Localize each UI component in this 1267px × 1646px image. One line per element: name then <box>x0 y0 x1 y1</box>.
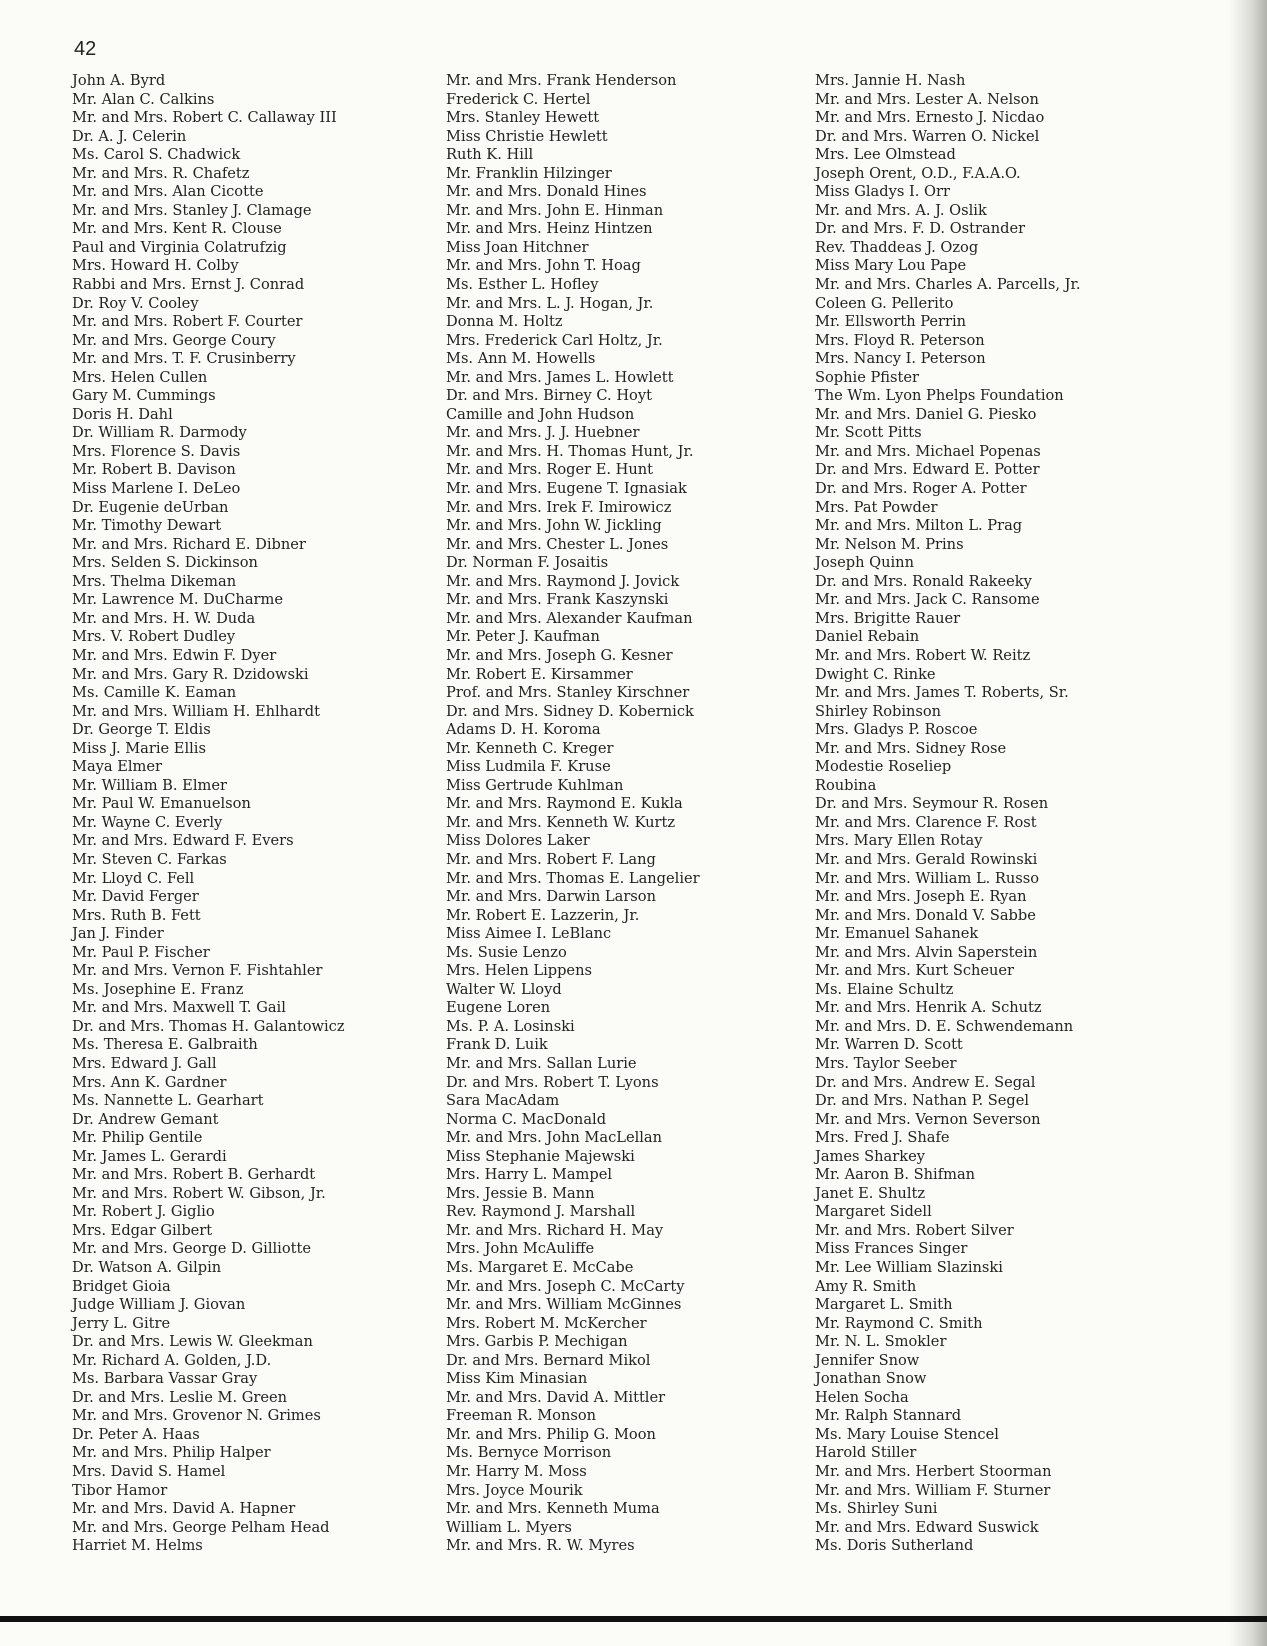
donor-name: Dr. and Mrs. Warren O. Nickel <box>815 127 1040 145</box>
donor-name: Coleen G. Pellerito <box>815 294 954 312</box>
donor-name: Donna M. Holtz <box>446 313 563 331</box>
donor-name: Dr. Eugenie deUrban <box>72 498 229 516</box>
donor-name: Mr. and Mrs. Richard E. Dibner <box>72 535 306 553</box>
donor-name: Miss Gladys I. Orr <box>815 183 950 201</box>
donor-name: Frederick C. Hertel <box>446 90 591 108</box>
donor-name: Miss Marlene I. DeLeo <box>72 480 241 498</box>
donor-name: Mr. Nelson M. Prins <box>815 535 964 553</box>
donor-name: Ms. Mary Louise Stencel <box>815 1425 999 1443</box>
donor-name: Mrs. John McAuliffe <box>446 1240 595 1258</box>
donor-name: Mrs. Ann K. Gardner <box>72 1073 227 1091</box>
donor-name: Mrs. David S. Hamel <box>72 1463 226 1481</box>
donor-name: Mr. Warren D. Scott <box>815 1036 963 1054</box>
donor-name: Norma C. MacDonald <box>446 1110 607 1128</box>
donor-name: Mr. and Mrs. Clarence F. Rost <box>815 813 1037 831</box>
donor-name: Mr. and Mrs. George Coury <box>72 331 276 349</box>
donor-name: Mr. and Mrs. H. Thomas Hunt, Jr. <box>446 442 694 460</box>
donor-name: Mr. Ellsworth Perrin <box>815 313 967 331</box>
donor-name: Mrs. Jannie H. Nash <box>815 72 966 89</box>
donor-name: Mr. Robert E. Lazzerin, Jr. <box>446 906 640 924</box>
donor-name: Dr. and Mrs. Seymour R. Rosen <box>815 795 1049 813</box>
donor-name: Dr. and Mrs. F. D. Ostrander <box>815 220 1026 238</box>
donor-name: Sara MacAdam <box>446 1092 560 1110</box>
donor-name: Mr. Harry M. Moss <box>446 1463 587 1481</box>
donor-name: Mr. and Mrs. John T. Hoag <box>446 257 641 275</box>
donor-name: Mrs. Lee Olmstead <box>815 146 956 164</box>
donor-name: Jonathan Snow <box>815 1370 927 1388</box>
donor-name: Dr. and Mrs. Birney C. Hoyt <box>446 387 652 405</box>
donor-name: Mr. and Mrs. Grovenor N. Grimes <box>72 1407 321 1425</box>
donor-name: Ruth K. Hill <box>446 146 534 164</box>
donor-name: Prof. and Mrs. Stanley Kirschner <box>446 684 690 702</box>
donor-name: Mr. and Mrs. Joseph G. Kesner <box>446 646 673 664</box>
donor-name: Mr. Aaron B. Shifman <box>815 1166 976 1184</box>
page-edge-shadow <box>1229 0 1267 1646</box>
donor-name: Miss J. Marie Ellis <box>72 739 206 757</box>
donor-name: Rev. Thaddeas J. Ozog <box>815 238 979 256</box>
donor-name: Mr. and Mrs. R. Chafetz <box>72 164 250 182</box>
donor-name: Gary M. Cummings <box>72 387 216 405</box>
donor-name: Mr. and Mrs. R. W. Myres <box>446 1537 635 1555</box>
donor-name: Ms. Margaret E. McCabe <box>446 1259 634 1276</box>
donor-name: Mr. Lee William Slazinski <box>815 1259 1003 1276</box>
donor-name: Mrs. Helen Cullen <box>72 368 208 386</box>
donor-name: Mr. and Mrs. Robert W. Gibson, Jr. <box>72 1184 326 1202</box>
donor-name: Mr. Robert E. Kirsammer <box>446 665 633 683</box>
donor-name: Mrs. V. Robert Dudley <box>72 628 236 646</box>
donor-name: Dr. William R. Darmody <box>72 424 247 442</box>
donor-name: Dr. and Mrs. Sidney D. Kobernick <box>446 702 694 720</box>
donor-name: Miss Aimee I. LeBlanc <box>446 925 612 943</box>
donor-name: Mr. Raymond C. Smith <box>815 1314 983 1332</box>
donor-name: Helen Socha <box>815 1388 909 1406</box>
donor-name: Mr. and Mrs. Frank Henderson <box>446 72 677 89</box>
donor-name: Mr. N. L. Smokler <box>815 1333 947 1351</box>
donor-name: Dr. and Mrs. Thomas H. Galantowicz <box>72 1017 345 1035</box>
donor-name: Dr. and Mrs. Robert T. Lyons <box>446 1073 659 1091</box>
donor-name: Mrs. Joyce Mourik <box>446 1481 583 1499</box>
donor-name: Roubina <box>815 776 877 794</box>
donor-name: Mr. and Mrs. Daniel G. Piesko <box>815 405 1037 423</box>
donor-name: Dr. and Mrs. Ronald Rakeeky <box>815 572 1032 590</box>
donor-name: Mr. and Mrs. Kenneth W. Kurtz <box>446 813 676 831</box>
donor-name: Margaret Sidell <box>815 1203 932 1221</box>
donor-name: Mr. Timothy Dewart <box>72 517 222 535</box>
donor-name: Mr. and Mrs. George Pelham Head <box>72 1518 330 1536</box>
donor-name: Mr. and Mrs. Sidney Rose <box>815 739 1007 757</box>
donor-name: Mrs. Floyd R. Peterson <box>815 331 985 349</box>
donor-name: Paul and Virginia Colatrufzig <box>72 238 287 256</box>
donor-name: Mrs. Helen Lippens <box>446 962 592 980</box>
donor-name: Mr. and Mrs. James T. Roberts, Sr. <box>815 684 1069 702</box>
donor-name: Mrs. Pat Powder <box>815 498 938 516</box>
donor-name: Mrs. Gladys P. Roscoe <box>815 721 978 739</box>
donor-name: Mr. and Mrs. William L. Russo <box>815 869 1040 887</box>
donor-name: Mr. and Mrs. Darwin Larson <box>446 888 656 906</box>
donor-name: Joseph Quinn <box>815 554 914 572</box>
donor-name: Ms. P. A. Losinski <box>446 1017 575 1035</box>
donor-column-2 <box>446 72 700 1556</box>
donor-name: Frank D. Luik <box>446 1036 548 1054</box>
donor-name: Mr. and Mrs. L. J. Hogan, Jr. <box>446 294 654 312</box>
donor-name: Mr. Kenneth C. Kreger <box>446 739 614 757</box>
donor-name: Mr. and Mrs. William F. Sturner <box>815 1481 1051 1499</box>
donor-name: Mrs. Frederick Carl Holtz, Jr. <box>446 331 663 349</box>
donor-name: Dwight C. Rinke <box>815 665 936 683</box>
donor-name: Ms. Shirley Suni <box>815 1500 938 1518</box>
donor-name: Mr. and Mrs. T. F. Crusinberry <box>72 350 296 368</box>
donor-name: Mr. and Mrs. J. J. Huebner <box>446 424 640 442</box>
donor-name: Ms. Elaine Schultz <box>815 980 954 998</box>
donor-name: Shirley Robinson <box>815 702 942 720</box>
donor-name: Mr. Scott Pitts <box>815 424 922 442</box>
donor-name: Mr. and Mrs. Eugene T. Ignasiak <box>446 480 687 498</box>
donor-name: Mr. and Mrs. Charles A. Parcells, Jr. <box>815 276 1081 294</box>
donor-name: Mr. Lawrence M. DuCharme <box>72 591 283 609</box>
donor-name: Mrs. Howard H. Colby <box>72 257 239 275</box>
donor-name: Walter W. Lloyd <box>446 980 562 998</box>
donor-name: Mrs. Edgar Gilbert <box>72 1221 213 1239</box>
donor-name: Mr. Richard A. Golden, J.D. <box>72 1351 272 1369</box>
donor-name: Mr. and Mrs. Edward Suswick <box>815 1518 1039 1536</box>
donor-name: Mr. and Mrs. Joseph E. Ryan <box>815 888 1027 906</box>
donor-name: Mr. and Mrs. Alvin Saperstein <box>815 943 1038 961</box>
donor-name: Miss Gertrude Kuhlman <box>446 776 624 794</box>
donor-name: Mr. and Mrs. Chester L. Jones <box>446 535 669 553</box>
donor-name: Mr. and Mrs. Lester A. Nelson <box>815 90 1039 108</box>
donor-name: Mr. and Mrs. Robert F. Lang <box>446 850 656 868</box>
donor-name: Jerry L. Gitre <box>72 1314 171 1332</box>
donor-name: Ms. Esther L. Hofley <box>446 276 599 294</box>
donor-name: Mr. and Mrs. Robert F. Courter <box>72 313 303 331</box>
donor-name: Freeman R. Monson <box>446 1407 597 1425</box>
bottom-rule <box>0 1616 1267 1622</box>
donor-name: Ms. Barbara Vassar Gray <box>72 1370 258 1388</box>
donor-name: Dr. Norman F. Josaitis <box>446 554 609 572</box>
donor-name: Jennifer Snow <box>815 1351 920 1369</box>
donor-name: Ms. Camille K. Eaman <box>72 684 237 702</box>
donor-name: Mr. and Mrs. Kenneth Muma <box>446 1500 660 1518</box>
donor-name: Mr. William B. Elmer <box>72 776 227 794</box>
donor-name: Mr. and Mrs. David A. Hapner <box>72 1500 296 1518</box>
donor-name: Harold Stiller <box>815 1444 917 1462</box>
donor-name: Mr. and Mrs. Maxwell T. Gail <box>72 999 286 1017</box>
donor-name: Mr. and Mrs. Roger E. Hunt <box>446 461 654 479</box>
donor-name: Mrs. Nancy I. Peterson <box>815 350 986 368</box>
donor-name: Mr. and Mrs. Philip Halper <box>72 1444 271 1462</box>
donor-name: Jan J. Finder <box>72 925 164 943</box>
donor-name: Mr. and Mrs. Donald Hines <box>446 183 647 201</box>
donor-name: Mrs. Selden S. Dickinson <box>72 554 258 572</box>
donor-name: Mr. and Mrs. John E. Hinman <box>446 201 664 219</box>
donor-name: Mr. and Mrs. Gary R. Dzidowski <box>72 665 309 683</box>
donor-name: Mr. and Mrs. H. W. Duda <box>72 609 256 627</box>
donor-name: Mr. and Mrs. Herbert Stoorman <box>815 1463 1052 1481</box>
donor-name: Mr. Philip Gentile <box>72 1129 203 1147</box>
donor-name: Mrs. Brigitte Rauer <box>815 609 961 627</box>
donor-name: John A. Byrd <box>72 72 166 89</box>
donor-name: Modestie Roseliep <box>815 758 952 776</box>
donor-name: Mr. Ralph Stannard <box>815 1407 962 1425</box>
donor-name: Eugene Loren <box>446 999 551 1017</box>
donor-name: Mr. and Mrs. Milton L. Prag <box>815 517 1023 535</box>
donor-name: Mr. and Mrs. D. E. Schwendemann <box>815 1017 1074 1035</box>
donor-name: Mrs. Ruth B. Fett <box>72 906 201 924</box>
donor-name: Mr. and Mrs. Raymond J. Jovick <box>446 572 680 590</box>
donor-name: Dr. and Mrs. Leslie M. Green <box>72 1388 288 1406</box>
donor-name: Sophie Pfister <box>815 368 919 386</box>
donor-name: Miss Christie Hewlett <box>446 127 608 145</box>
donor-name: Mr. and Mrs. Joseph C. McCarty <box>446 1277 685 1295</box>
donor-name: Dr. Watson A. Gilpin <box>72 1259 222 1276</box>
donor-name: Mrs. Edward J. Gall <box>72 1054 217 1072</box>
donor-name: Mr. and Mrs. William McGinnes <box>446 1296 682 1314</box>
donor-name: Mr. and Mrs. Robert C. Callaway III <box>72 109 337 127</box>
donor-name: Mr. and Mrs. George D. Gilliotte <box>72 1240 311 1258</box>
donor-name: Mrs. Taylor Seeber <box>815 1054 957 1072</box>
donor-name: Miss Ludmila F. Kruse <box>446 758 611 776</box>
donor-name: Mr. Robert B. Davison <box>72 461 236 479</box>
donor-name: Mrs. Jessie B. Mann <box>446 1184 595 1202</box>
donor-name: Tibor Hamor <box>72 1481 168 1499</box>
donor-name: Mrs. Harry L. Mampel <box>446 1166 613 1184</box>
donor-name: Mr. and Mrs. Henrik A. Schutz <box>815 999 1042 1017</box>
donor-name: Dr. Peter A. Haas <box>72 1425 200 1443</box>
donor-name: Doris H. Dahl <box>72 405 173 423</box>
donor-name: Dr. and Mrs. Edward E. Potter <box>815 461 1040 479</box>
donor-name: Mr. and Mrs. Sallan Lurie <box>446 1054 637 1072</box>
donor-name: Adams D. H. Koroma <box>446 721 601 739</box>
donor-name: Mrs. Mary Ellen Rotay <box>815 832 983 850</box>
donor-name: Mr. and Mrs. Edwin F. Dyer <box>72 646 277 664</box>
donor-name: Mr. and Mrs. Vernon F. Fishtahler <box>72 962 323 980</box>
donor-name: Ms. Bernyce Morrison <box>446 1444 612 1462</box>
donor-name: Mr. and Mrs. Alexander Kaufman <box>446 609 693 627</box>
donor-name: Dr. and Mrs. Bernard Mikol <box>446 1351 651 1369</box>
donor-name: Mr. and Mrs. Ernesto J. Nicdao <box>815 109 1045 127</box>
donor-name: Mr. Robert J. Giglio <box>72 1203 215 1221</box>
donor-name: Mr. and Mrs. William H. Ehlhardt <box>72 702 320 720</box>
donor-name: James Sharkey <box>815 1147 925 1165</box>
donor-name: Mr. and Mrs. Michael Popenas <box>815 442 1041 460</box>
donor-name: Mr. and Mrs. David A. Mittler <box>446 1388 666 1406</box>
donor-name: Daniel Rebain <box>815 628 920 646</box>
donor-name: Mr. and Mrs. Heinz Hintzen <box>446 220 653 238</box>
donor-name: Mr. and Mrs. Frank Kaszynski <box>446 591 669 609</box>
donor-name: Amy R. Smith <box>815 1277 917 1295</box>
donor-name: Joseph Orent, O.D., F.A.A.O. <box>815 164 1021 182</box>
donor-name: Camille and John Hudson <box>446 405 635 423</box>
donor-name: Mr. Franklin Hilzinger <box>446 164 612 182</box>
donor-name: Mr. and Mrs. Alan Cicotte <box>72 183 264 201</box>
donor-name: Ms. Susie Lenzo <box>446 943 567 961</box>
donor-name: Ms. Theresa E. Galbraith <box>72 1036 258 1054</box>
donor-name: Miss Kim Minasian <box>446 1370 588 1388</box>
donor-name: Mr. and Mrs. John W. Jickling <box>446 517 662 535</box>
donor-name: Mr. and Mrs. Kent R. Clouse <box>72 220 282 238</box>
donor-name: Mr. Paul W. Emanuelson <box>72 795 251 813</box>
donor-name: Mr. and Mrs. A. J. Oslik <box>815 201 987 219</box>
donor-name: Mr. Peter J. Kaufman <box>446 628 600 646</box>
donor-name: Mr. Alan C. Calkins <box>72 90 215 108</box>
donor-name: Mr. and Mrs. Robert W. Reitz <box>815 646 1031 664</box>
donor-name: Mr. and Mrs. Kurt Scheuer <box>815 962 1015 980</box>
donor-name: Mr. and Mrs. Vernon Severson <box>815 1110 1041 1128</box>
donor-name: Bridget Gioia <box>72 1277 171 1295</box>
donor-name: Margaret L. Smith <box>815 1296 953 1314</box>
donor-name: Ms. Ann M. Howells <box>446 350 596 368</box>
donor-name: Miss Joan Hitchner <box>446 238 589 256</box>
donor-name: Harriet M. Helms <box>72 1537 203 1555</box>
donor-name: Miss Dolores Laker <box>446 832 590 850</box>
donor-name: Ms. Nannette L. Gearhart <box>72 1092 264 1110</box>
donor-name: Maya Elmer <box>72 758 162 776</box>
donor-name: Mr. and Mrs. Irek F. Imirowicz <box>446 498 672 516</box>
donor-name: Mrs. Robert M. McKercher <box>446 1314 647 1332</box>
donor-name: Dr. Andrew Gemant <box>72 1110 219 1128</box>
donor-name: Rev. Raymond J. Marshall <box>446 1203 636 1221</box>
donor-name: Miss Mary Lou Pape <box>815 257 967 275</box>
donor-name: Mr. Lloyd C. Fell <box>72 869 195 887</box>
donor-name: Janet E. Shultz <box>815 1184 926 1202</box>
donor-name: William L. Myers <box>446 1518 572 1536</box>
donor-name: Miss Frances Singer <box>815 1240 968 1258</box>
donor-name: Judge William J. Giovan <box>72 1296 246 1314</box>
donor-name: Ms. Josephine E. Franz <box>72 980 244 998</box>
donor-name: Dr. and Mrs. Andrew E. Segal <box>815 1073 1036 1091</box>
donor-name: The Wm. Lyon Phelps Foundation <box>815 387 1064 405</box>
donor-name: Miss Stephanie Majewski <box>446 1147 635 1165</box>
donor-name: Mr. and Mrs. Thomas E. Langelier <box>446 869 700 887</box>
donor-name: Mr. Emanuel Sahanek <box>815 925 979 943</box>
donor-name: Mrs. Florence S. Davis <box>72 442 241 460</box>
donor-name: Mrs. Thelma Dikeman <box>72 572 237 590</box>
donor-name: Mr. and Mrs. Gerald Rowinski <box>815 850 1038 868</box>
donor-name: Dr. and Mrs. Roger A. Potter <box>815 480 1027 498</box>
donor-name: Mr. and Mrs. John MacLellan <box>446 1129 663 1147</box>
donor-name: Mr. James L. Gerardi <box>72 1147 227 1165</box>
page-number: 42 <box>74 38 97 60</box>
donor-name: Mr. and Mrs. Richard H. May <box>446 1221 664 1239</box>
donor-name: Dr. George T. Eldis <box>72 721 211 739</box>
donor-name: Mr. and Mrs. Robert B. Gerhardt <box>72 1166 316 1184</box>
donor-name: Mr. Paul P. Fischer <box>72 943 210 961</box>
donor-name: Ms. Doris Sutherland <box>815 1537 974 1555</box>
donor-name: Mr. and Mrs. Raymond E. Kukla <box>446 795 683 813</box>
donor-name: Mrs. Garbis P. Mechigan <box>446 1333 628 1351</box>
donor-name: Dr. Roy V. Cooley <box>72 294 199 312</box>
donor-name: Mr. and Mrs. Donald V. Sabbe <box>815 906 1036 924</box>
donor-name: Dr. A. J. Celerin <box>72 127 187 145</box>
donor-name: Mr. and Mrs. Philip G. Moon <box>446 1425 656 1443</box>
donor-name: Mr. David Ferger <box>72 888 199 906</box>
donor-name: Mr. and Mrs. Edward F. Evers <box>72 832 294 850</box>
donor-name: Mr. and Mrs. James L. Howlett <box>446 368 674 386</box>
donor-name: Dr. and Mrs. Lewis W. Gleekman <box>72 1333 313 1351</box>
donor-column-1 <box>72 72 345 1556</box>
donor-name: Mrs. Stanley Hewett <box>446 109 600 127</box>
donor-name: Dr. and Mrs. Nathan P. Segel <box>815 1092 1030 1110</box>
donor-name: Ms. Carol S. Chadwick <box>72 146 241 164</box>
donor-name: Mr. and Mrs. Jack C. Ransome <box>815 591 1040 609</box>
donor-name: Mr. and Mrs. Robert Silver <box>815 1221 1014 1239</box>
donor-column-3 <box>815 72 1080 1556</box>
donor-name: Mrs. Fred J. Shafe <box>815 1129 950 1147</box>
donor-name: Rabbi and Mrs. Ernst J. Conrad <box>72 276 305 294</box>
donor-name: Mr. and Mrs. Stanley J. Clamage <box>72 201 312 219</box>
donor-name: Mr. Steven C. Farkas <box>72 850 227 868</box>
donor-name: Mr. Wayne C. Everly <box>72 813 223 831</box>
